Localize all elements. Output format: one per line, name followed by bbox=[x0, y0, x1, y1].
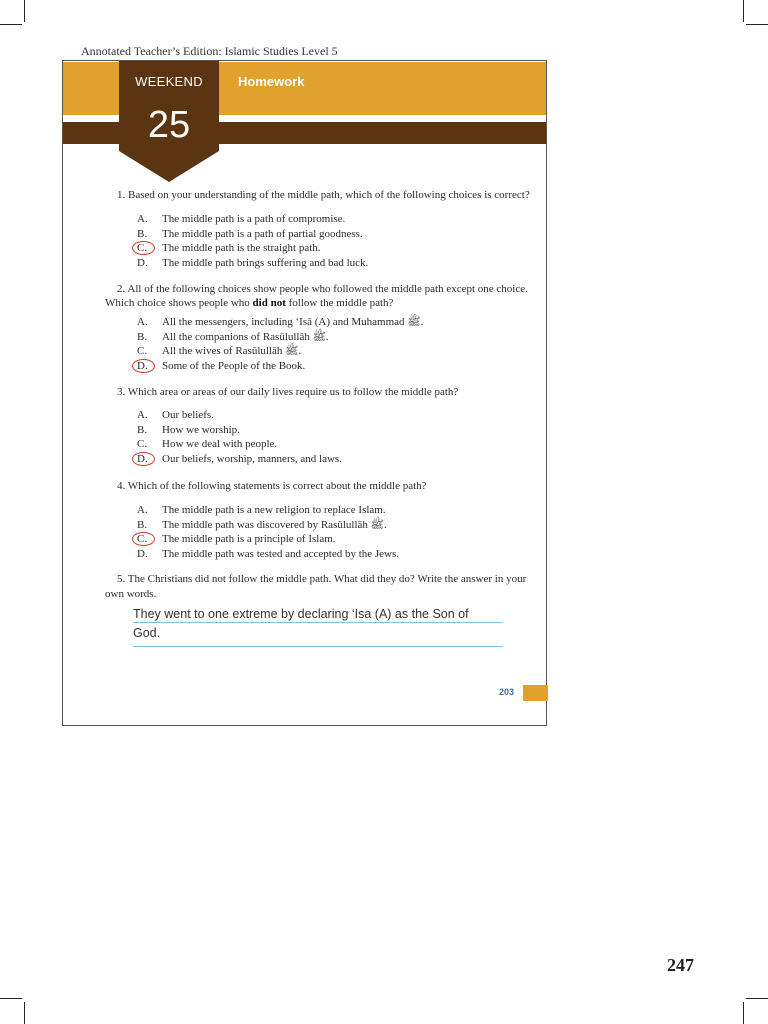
option-letter: C. bbox=[137, 242, 148, 255]
option-letter: A. bbox=[137, 213, 148, 225]
question-text: 5. The Christians did not follow the middle path. What did they do? Write the answer in your bbox=[117, 573, 527, 585]
question-text: follow the middle path? bbox=[285, 297, 394, 309]
running-head: Annotated Teacher’s Edition: Islamic Studies Level 5 bbox=[81, 44, 338, 58]
answer-text-line-1[interactable]: They went to one extreme by declaring ‘Isa (A) as the Son of bbox=[133, 607, 469, 621]
option-text: The middle path was discovered by Rasūlullāh ﷺ. bbox=[162, 518, 387, 531]
option-letter: C. bbox=[137, 345, 148, 358]
question-2-line2 bbox=[105, 296, 525, 310]
option-text: The middle path is a principle of Islam. bbox=[162, 533, 336, 546]
option-letter: B. bbox=[137, 518, 148, 531]
option-text: The middle path is a path of partial goodness. bbox=[162, 227, 363, 240]
answer-rule bbox=[133, 622, 503, 623]
crop-mark bbox=[24, 0, 25, 22]
option-text: The middle path brings suffering and bad luck. bbox=[162, 256, 369, 269]
weekend-badge bbox=[119, 61, 219, 182]
option-letter: A. bbox=[137, 504, 148, 516]
question-text: own words. bbox=[105, 588, 157, 600]
option-letter: D. bbox=[137, 256, 148, 269]
option-letter: B. bbox=[137, 330, 148, 343]
answer-rule bbox=[133, 646, 503, 647]
question-text: 1. Based on your understanding of the middle path, which of the following choices is correct? bbox=[117, 189, 530, 201]
outer-page-number: 247 bbox=[667, 955, 694, 975]
badge-label: WEEKEND bbox=[135, 74, 203, 89]
question-4 bbox=[117, 479, 537, 493]
option-text: The middle path was tested and accepted by the Jews. bbox=[162, 547, 400, 560]
folio-number: 203 bbox=[499, 687, 515, 697]
crop-mark bbox=[24, 1002, 25, 1024]
option-text: The middle path is a path of compromise. bbox=[162, 213, 346, 225]
question-text: 2. All of the following choices show people who followed the middle path except one choice. bbox=[117, 283, 528, 295]
crop-mark bbox=[746, 24, 768, 25]
option-letter: C. bbox=[137, 438, 148, 451]
question-text: 4. Which of the following statements is correct about the middle path? bbox=[117, 480, 427, 492]
option-letter: D. bbox=[137, 359, 148, 372]
question-5-line2 bbox=[105, 587, 525, 601]
badge-number: 25 bbox=[147, 104, 191, 146]
emphasis: did not bbox=[252, 297, 286, 309]
question-2 bbox=[117, 282, 537, 296]
crop-mark bbox=[743, 1002, 744, 1024]
option-letter: A. bbox=[137, 409, 148, 421]
option-text: All the companions of Rasūlullāh ﷺ. bbox=[162, 330, 329, 343]
worksheet-page bbox=[62, 60, 547, 726]
option-letter: B. bbox=[137, 423, 148, 436]
question-3 bbox=[117, 385, 537, 399]
folio-tab bbox=[523, 685, 548, 701]
option-letter: D. bbox=[137, 547, 148, 560]
question-5 bbox=[117, 572, 537, 586]
answer-text-line-2[interactable]: God. bbox=[133, 626, 161, 640]
option-letter: D. bbox=[137, 452, 148, 465]
question-text: 3. Which area or areas of our daily lives require us to follow the middle path? bbox=[117, 386, 459, 398]
crop-mark bbox=[0, 24, 22, 25]
option-text: How we worship. bbox=[162, 423, 240, 436]
option-text: Our beliefs. bbox=[162, 409, 214, 421]
option-text: The middle path is a new religion to replace Islam. bbox=[162, 504, 386, 516]
option-text: The middle path is the straight path. bbox=[162, 242, 321, 255]
option-text: Some of the People of the Book. bbox=[162, 359, 306, 372]
question-1 bbox=[117, 188, 537, 202]
crop-mark bbox=[743, 0, 744, 22]
option-text: All the wives of Rasūlullāh ﷺ. bbox=[162, 345, 302, 358]
crop-mark bbox=[746, 998, 768, 999]
section-title: Homework bbox=[238, 74, 305, 89]
option-letter: C. bbox=[137, 533, 148, 546]
option-text: Our beliefs, worship, manners, and laws. bbox=[162, 452, 342, 465]
question-text: Which choice shows people who bbox=[105, 297, 253, 309]
option-text: All the messengers, including ‘Isā (A) and Muhammad ﷺ. bbox=[162, 316, 424, 328]
option-letter: B. bbox=[137, 227, 148, 240]
crop-mark bbox=[0, 998, 22, 999]
option-letter: A. bbox=[137, 316, 148, 328]
option-text: How we deal with people. bbox=[162, 438, 278, 451]
